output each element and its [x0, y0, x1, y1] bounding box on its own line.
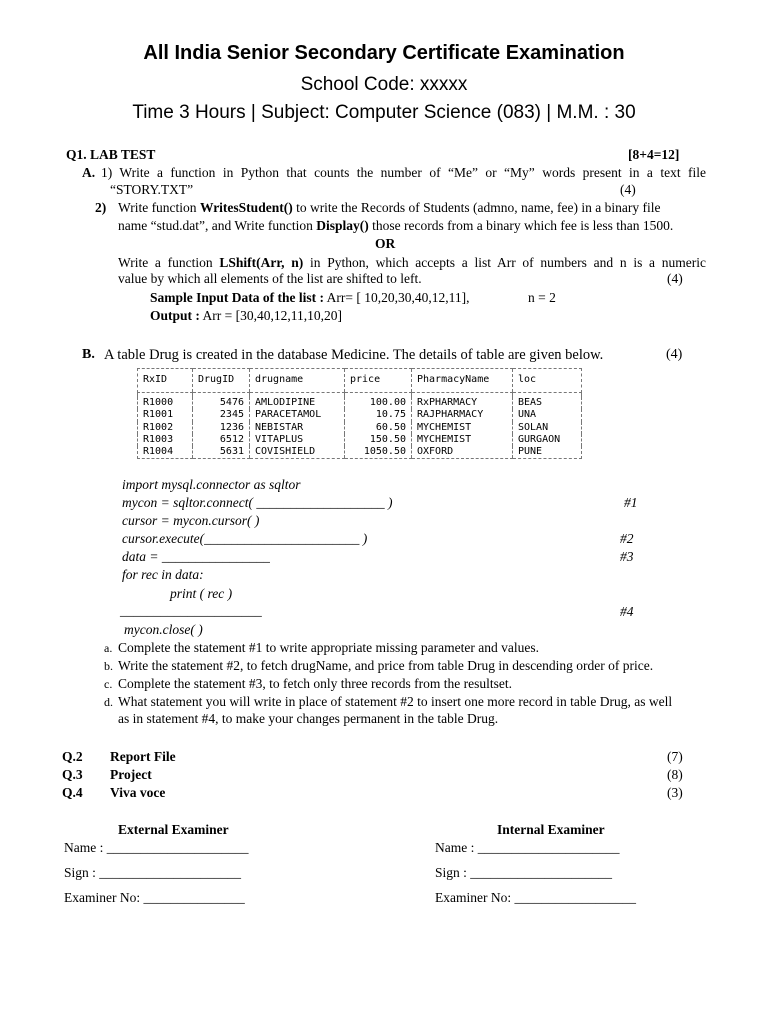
- question-title: Viva voce: [110, 785, 166, 800]
- q1-b-marks: (4): [666, 347, 683, 362]
- code-line: print ( rec ): [170, 586, 233, 601]
- table-cell: MYCHEMIST: [412, 422, 513, 434]
- question-title: Project: [110, 767, 152, 782]
- table-cell: PARACETAMOL: [250, 409, 345, 421]
- code-line: mycon = sqltor.connect( ___________________ ): [122, 495, 393, 510]
- table-header-row: [138, 369, 582, 393]
- q1-alt-marks: (4): [667, 271, 683, 286]
- table-row: [138, 446, 582, 459]
- instruction-text: Write the statement #2, to fetch drugName, and price from table Drug in descending order of price.: [118, 658, 654, 673]
- ext-name-field: Name : _____________________: [64, 840, 249, 855]
- instruction-text: Complete the statement #3, to fetch only three records from the resultset.: [118, 676, 513, 691]
- question-title: Report File: [110, 749, 176, 764]
- question-number: Q.3: [62, 767, 83, 782]
- question-marks: (8): [667, 767, 683, 782]
- code-line: cursor.execute(_______________________ ): [122, 531, 368, 546]
- table-cell: 6512: [193, 434, 250, 446]
- exam-title: All India Senior Secondary Certificate Examination: [143, 42, 625, 64]
- table-cell: 1236: [193, 422, 250, 434]
- ext-sign-field: Sign : _____________________: [64, 865, 242, 880]
- col-header: price: [345, 369, 412, 393]
- table-cell: R1001: [138, 409, 193, 421]
- table-cell: R1003: [138, 434, 193, 446]
- table-cell: 100.00: [345, 397, 412, 409]
- col-header: PharmacyName: [412, 369, 513, 393]
- code-tag: #2: [620, 531, 634, 546]
- question-marks: (3): [667, 785, 683, 800]
- col-header: drugname: [250, 369, 345, 393]
- instruction-label: b.: [104, 659, 113, 673]
- instruction-text-cont: as in statement #4, to make your changes permanent in the table Drug.: [118, 711, 499, 726]
- table-cell: R1004: [138, 446, 193, 459]
- q1-a2-line1: Write function WritesStudent() to write the Records of Students (admno, name, fee) in a binary file: [118, 200, 661, 215]
- code-tag: #3: [620, 549, 634, 564]
- question-number: Q.2: [62, 749, 83, 764]
- table-cell: AMLODIPINE: [250, 397, 345, 409]
- exam-details: Time 3 Hours | Subject: Computer Science (083) | M.M. : 30: [132, 102, 636, 123]
- code-line: mycon.close( ): [124, 622, 203, 637]
- int-sign-field: Sign : _____________________: [435, 865, 613, 880]
- table-cell: 1050.50: [345, 446, 412, 459]
- q1-a1-marks: (4): [620, 182, 636, 197]
- table-cell: VITAPLUS: [250, 434, 345, 446]
- table-row: [138, 434, 582, 446]
- q1-a1-text-cont: “STORY.TXT”: [110, 182, 194, 197]
- question-number: Q.4: [62, 785, 83, 800]
- code-line: data = ________________: [122, 549, 270, 564]
- table-cell: RxPHARMACY: [412, 397, 513, 409]
- instruction-label: c.: [104, 677, 113, 691]
- question-marks: (7): [667, 749, 683, 764]
- drug-table: [137, 368, 582, 459]
- table-row: [138, 397, 582, 409]
- table-cell: MYCHEMIST: [412, 434, 513, 446]
- table-cell: 5476: [193, 397, 250, 409]
- instruction-text: What statement you will write in place of statement #2 to insert one more record in table Drug, as well: [118, 694, 673, 709]
- code-tag: #1: [624, 495, 638, 510]
- table-cell: GURGAON: [513, 434, 582, 446]
- table-row: [138, 422, 582, 434]
- table-cell: NEBISTAR: [250, 422, 345, 434]
- table-cell: R1000: [138, 397, 193, 409]
- instruction-label: d.: [104, 695, 113, 709]
- table-cell: 5631: [193, 446, 250, 459]
- q1-a2-label: 2): [95, 200, 107, 215]
- instruction-text: Complete the statement #1 to write appropriate missing parameter and values.: [118, 640, 539, 655]
- table-cell: 10.75: [345, 409, 412, 421]
- table-cell: COVISHIELD: [250, 446, 345, 459]
- table-cell: PUNE: [513, 446, 582, 459]
- table-cell: 150.50: [345, 434, 412, 446]
- col-header: DrugID: [193, 369, 250, 393]
- sample-output: Output : Arr = [30,40,12,11,10,20]: [150, 308, 343, 323]
- table-row: [138, 409, 582, 421]
- q1-alt-line1: Write a function LShift(Arr, n) in Python, which accepts a list Arr of numbers and n is a numeric: [118, 255, 707, 270]
- table-cell: UNA: [513, 409, 582, 421]
- table-cell: RAJPHARMACY: [412, 409, 513, 421]
- table-cell: SOLAN: [513, 422, 582, 434]
- q1-title: Q1. LAB TEST: [66, 147, 156, 162]
- sample-n: n = 2: [528, 290, 556, 305]
- code-tag: #4: [620, 604, 634, 619]
- code-line: _____________________: [120, 603, 262, 618]
- code-line: for rec in data:: [122, 567, 204, 582]
- col-header: loc: [513, 369, 582, 393]
- code-line: cursor = mycon.cursor( ): [122, 513, 260, 528]
- q1-marks: [8+4=12]: [628, 147, 680, 162]
- q1-a2-line2: name “stud.dat”, and Write function Display() those records from a binary which fee is less than 1500.: [118, 218, 674, 233]
- q1-a1-text: 1) Write a function in Python that counts the number of “Me” or “My” words present in a text file: [101, 165, 706, 180]
- q1-b-text: A table Drug is created in the database Medicine. The details of table are given below.: [104, 347, 604, 363]
- col-header: RxID: [138, 369, 193, 393]
- int-name-field: Name : _____________________: [435, 840, 620, 855]
- q1-alt-line2: value by which all elements of the list are shifted to left.: [118, 271, 422, 286]
- table-cell: BEAS: [513, 397, 582, 409]
- external-examiner-title: External Examiner: [118, 822, 229, 837]
- int-examiner-no-field: Examiner No: __________________: [435, 890, 636, 905]
- or-separator: OR: [375, 236, 396, 251]
- table-cell: 2345: [193, 409, 250, 421]
- q1-a-label: A.: [82, 165, 96, 180]
- internal-examiner-title: Internal Examiner: [497, 822, 605, 837]
- ext-examiner-no-field: Examiner No: _______________: [64, 890, 245, 905]
- instruction-label: a.: [104, 641, 113, 655]
- q1-b-label: B.: [82, 347, 95, 362]
- code-line: import mysql.connector as sqltor: [122, 477, 301, 492]
- table-cell: OXFORD: [412, 446, 513, 459]
- school-code: School Code: xxxxx: [300, 74, 468, 95]
- table-cell: R1002: [138, 422, 193, 434]
- table-cell: 60.50: [345, 422, 412, 434]
- sample-input: Sample Input Data of the list : Arr= [ 10,20,30,40,12,11],: [150, 290, 470, 305]
